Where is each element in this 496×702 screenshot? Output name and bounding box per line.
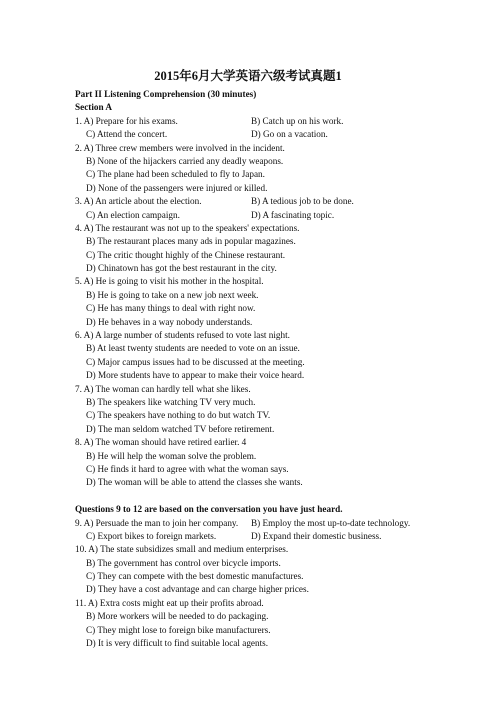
q4-option-a: 4. A) The restaurant was not up to the speakers' expectations. <box>75 222 300 233</box>
q8-option-b: B) He will help the woman solve the problem. <box>86 450 257 461</box>
q2-option-b: B) None of the hijackers carried any deadly weapons. <box>86 155 284 166</box>
q4-option-b: B) The restaurant places many ads in popular magazines. <box>86 236 296 247</box>
q6-option-d: D) More students have to appear to make their voice heard. <box>86 370 305 381</box>
q3-option-c: C) An election campaign. <box>86 209 180 220</box>
q2-option-c: C) The plane had been scheduled to fly to Japan. <box>86 169 265 180</box>
q11-option-b: B) More workers will be needed to do packaging. <box>86 611 269 622</box>
q1-option-d: D) Go on a vacation. <box>251 129 328 140</box>
question-3-row-2 <box>75 209 420 222</box>
q9-option-a: 9. A) Persuade the man to join her company. <box>75 517 239 528</box>
part-heading: Part II Listening Comprehension (30 minutes) <box>75 89 257 99</box>
q7-option-d: D) The man seldom watched TV before retirement. <box>86 423 275 434</box>
question-1-row-2 <box>75 128 420 141</box>
document-body <box>75 88 420 650</box>
q8-option-c: C) He finds it hard to agree with what the woman says. <box>86 463 289 474</box>
q5-option-a: 5. A) He is going to visit his mother in the hospital. <box>75 276 264 287</box>
q1-option-b: B) Catch up on his work. <box>251 115 344 126</box>
question-9-row-1 <box>75 517 420 530</box>
q6-option-c: C) Major campus issues had to be discussed at the meeting. <box>86 356 305 367</box>
q5-option-c: C) He has many things to deal with right now. <box>86 303 256 314</box>
question-3-row-1 <box>75 195 420 208</box>
q11-option-d: D) It is very difficult to find suitable local agents. <box>86 638 269 649</box>
q3-option-b: B) A tedious job to be done. <box>251 196 354 207</box>
q10-option-b: B) The government has control over bicycle imports. <box>86 557 281 568</box>
q8-option-a: 8. A) The woman should have retired earlier. 4 <box>75 437 247 448</box>
spacer <box>75 490 420 503</box>
q1-option-a: 1. A) Prepare for his exams. <box>75 115 178 126</box>
q5-option-d: D) He behaves in a way nobody understands. <box>86 316 253 327</box>
conversation-heading: Questions 9 to 12 are based on the conversation you have just heard. <box>75 504 343 515</box>
q7-option-b: B) The speakers like watching TV very much. <box>86 396 256 407</box>
q7-option-c: C) The speakers have nothing to do but watch TV. <box>86 410 271 421</box>
q11-option-a: 11. A) Extra costs might eat up their profits abroad. <box>75 597 264 608</box>
q9-option-c: C) Export bikes to foreign markets. <box>86 530 217 541</box>
q9-option-b: B) Employ the most up-to-date technology. <box>251 517 411 528</box>
page-title: 2015年6月大学英语六级考试真题1 <box>154 69 342 83</box>
q10-option-a: 10. A) The state subsidizes small and medium enterprises. <box>75 544 289 555</box>
q3-option-a: 3. A) An article about the election. <box>75 196 202 207</box>
q10-option-c: C) They can compete with the best domestic manufactures. <box>86 571 304 582</box>
q2-option-a: 2. A) Three crew members were involved in the incident. <box>75 142 285 153</box>
q4-option-d: D) Chinatown has got the best restaurant in the city. <box>86 263 277 274</box>
q10-option-d: D) They have a cost advantage and can charge higher prices. <box>86 584 309 595</box>
question-1-row-1 <box>75 115 420 128</box>
q6-option-b: B) At least twenty students are needed to vote on an issue. <box>86 343 300 354</box>
q5-option-b: B) He is going to take on a new job next week. <box>86 289 259 300</box>
section-heading: Section A <box>75 102 113 113</box>
q6-option-a: 6. A) A large number of students refused to vote last night. <box>75 330 290 341</box>
q3-option-d: D) A fascinating topic. <box>251 209 335 220</box>
q1-option-c: C) Attend the concert. <box>86 129 168 140</box>
question-9-row-2 <box>75 530 420 543</box>
q2-option-d: D) None of the passengers were injured or killed. <box>86 182 268 193</box>
q11-option-c: C) They might lose to foreign bike manufacturers. <box>86 624 271 635</box>
q8-option-d: D) The woman will be able to attend the classes she wants. <box>86 477 303 488</box>
q9-option-d: D) Expand their domestic business. <box>251 530 382 541</box>
q4-option-c: C) The critic thought highly of the Chinese restaurant. <box>86 249 286 260</box>
q7-option-a: 7. A) The woman can hardly tell what she likes. <box>75 383 251 394</box>
